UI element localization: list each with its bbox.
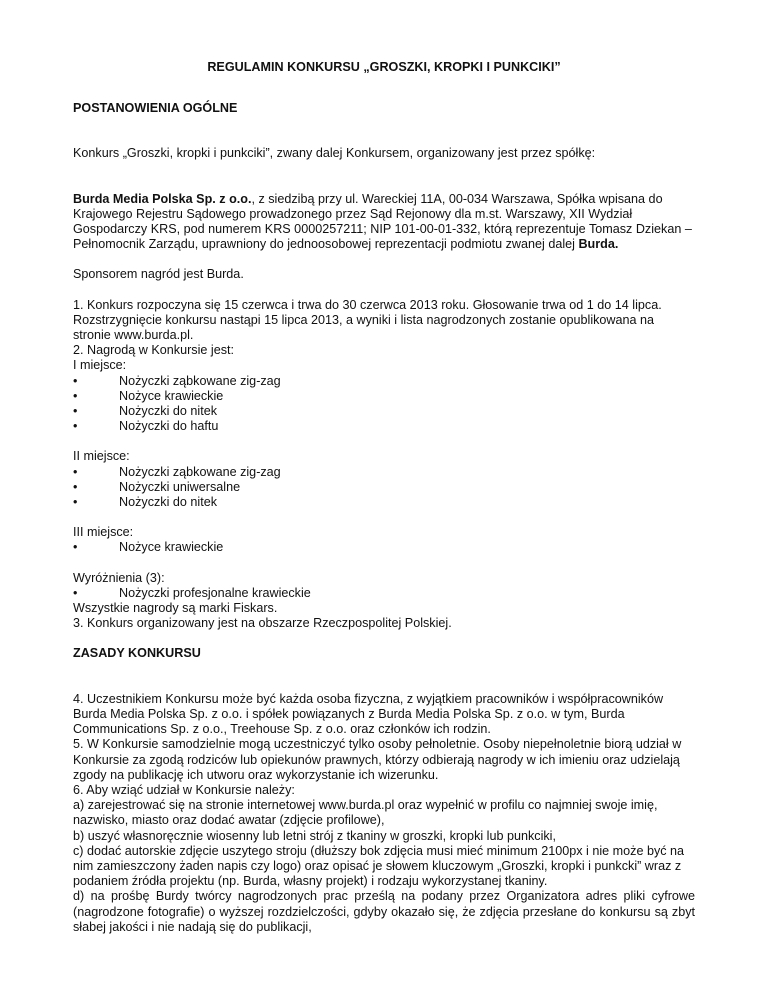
list-item: • Nożyczki do nitek (73, 495, 217, 510)
bullet-icon: • (73, 388, 78, 403)
bullet-icon: • (73, 464, 78, 479)
section-heading-rules: ZASADY KONKURSU (73, 646, 201, 661)
organizer-paragraph (73, 192, 695, 253)
document-title: REGULAMIN KONKURSU „GROSZKI, KROPKI I PUNKCIKI” (207, 60, 561, 74)
list-item: • Nożyczki profesjonalne krawieckie (73, 585, 311, 600)
point-1: 1. Konkurs rozpoczyna się 15 czerwca i trwa do 30 czerwca 2013 roku. Głosowanie trwa od 1 do 14 lipca. Rozstrzygnięcie konkursu nastąpi 15 lipca 2013, a wyniki i lista nagrodzonych zostanie opublikowana na stronie www.burda.pl. (73, 297, 662, 343)
bullet-icon: • (73, 419, 78, 434)
point-5: 5. W Konkursie samodzielnie mogą uczestniczyć tylko osoby pełnoletnie. Osoby niepełnoletnie biorą udział w Konkursie za zgodą rodziców lub opiekunów prawnych, którzy odbierają nagrody w ich imieniu oraz udzielają zgody na publikację ich utworu oraz wykorzystanie ich wizerunku. (73, 737, 682, 782)
point-6b: b) uszyć własnoręcznie wiosenny lub letni strój z tkaniny w groszki, kropki lub punkciki, (73, 828, 556, 843)
point-2: 2. Nagrodą w Konkursie jest: (73, 343, 235, 358)
bullet-icon: • (73, 404, 78, 419)
point-4: 4. Uczestnikiem Konkursu może być każda osoba fizyczna, z wyjątkiem pracowników i współpracowników Burda Media Polska Sp. z o.o. i spółek powiązanych z Burda Media Polska Sp. z o.o. w tym, Burda Communications Sp. z o.o., Treehouse Sp. z o.o. oraz członków ich rodzin. (73, 691, 664, 737)
place-1-label: I miejsce: (73, 358, 127, 373)
point-6: 6. Aby wziąć udział w Konkursie należy: (73, 782, 295, 797)
organizer-name: Burda Media Polska Sp. z o.o. (73, 191, 252, 206)
list-item: • Nożyczki uniwersalne (73, 479, 241, 494)
distinctions-list (73, 586, 695, 601)
intro-paragraph: Konkurs „Groszki, kropki i punkciki”, zwany dalej Konkursem, organizowany jest przez spółkę: (73, 146, 596, 161)
bullet-icon: • (73, 540, 78, 555)
place-2-label: II miejsce: (73, 449, 130, 464)
bullet-icon: • (73, 585, 78, 600)
organizer-short-name: Burda. (578, 237, 619, 252)
place-3-label: III miejsce: (73, 525, 134, 540)
bullet-icon: • (73, 479, 78, 494)
organizer-details: , z siedzibą przy ul. Wareckiej 11A, 00-034 Warszawa, Spółka wpisana do Krajowego Rejestru Sądowego prowadzonego przez Sąd Rejonowy dla m.st. Warszawy, XII Wydział Gospodarczy KRS, pod numerem KRS 0000257211; NIP 101-00-01-332, którą reprezentuje Tomasz Dziekan – Pełnomocnik Zarządu, uprawniony do jednoosobowej reprezentacji podmiotu zwanej dalej (73, 191, 692, 252)
list-item: • Nożyczki ząbkowane zig-zag (73, 373, 281, 388)
section-heading-general: POSTANOWIENIA OGÓLNE (73, 101, 238, 116)
point-3: 3. Konkurs organizowany jest na obszarze Rzeczpospolitej Polskiej. (73, 616, 452, 631)
place-2-list (73, 465, 695, 511)
list-item: • Nożyczki do nitek (73, 404, 217, 419)
list-item: • Nożyczki do haftu (73, 419, 219, 434)
point-6d: d) na prośbę Burdy twórcy nagrodzonych prac prześlą na podany przez Organizatora adres pliki cyfrowe (nagrodzone fotografie) o wyższej rozdzielczości, gdyby okazało się, że zdjęcia przesłane do konkursu są zbyt słabej jakości i nie nadają się do publikacji, (73, 889, 695, 934)
bullet-icon: • (73, 373, 78, 388)
brand-note: Wszystkie nagrody są marki Fiskars. (73, 601, 278, 616)
place-3-list (73, 540, 695, 555)
list-item: • Nożyce krawieckie (73, 540, 224, 555)
list-item: • Nożyczki ząbkowane zig-zag (73, 464, 281, 479)
point-6c: c) dodać autorskie zdjęcie uszytego stroju (dłuższy bok zdjęcia musi mieć minimum 2100px i nie może być na nim zamieszczony żaden napis czy logo) oraz opisać je słowem kluczowym „Groszki, kropki i punkcki” wraz z podaniem źródła projektu (np. Burda, własny projekt) i rodzaju wykorzystanej tkaniny. (73, 843, 685, 889)
bullet-icon: • (73, 495, 78, 510)
place-1-list (73, 374, 695, 435)
distinctions-label: Wyróżnienia (3): (73, 570, 165, 585)
sponsor-paragraph: Sponsorem nagród jest Burda. (73, 267, 244, 282)
list-item: • Nożyce krawieckie (73, 388, 224, 403)
point-6a: a) zarejestrować się na stronie internetowej www.burda.pl oraz wypełnić w profilu co najmniej swoje imię, nazwisko, miasto oraz dodać awatar (zdjęcie profilowe), (73, 798, 658, 828)
